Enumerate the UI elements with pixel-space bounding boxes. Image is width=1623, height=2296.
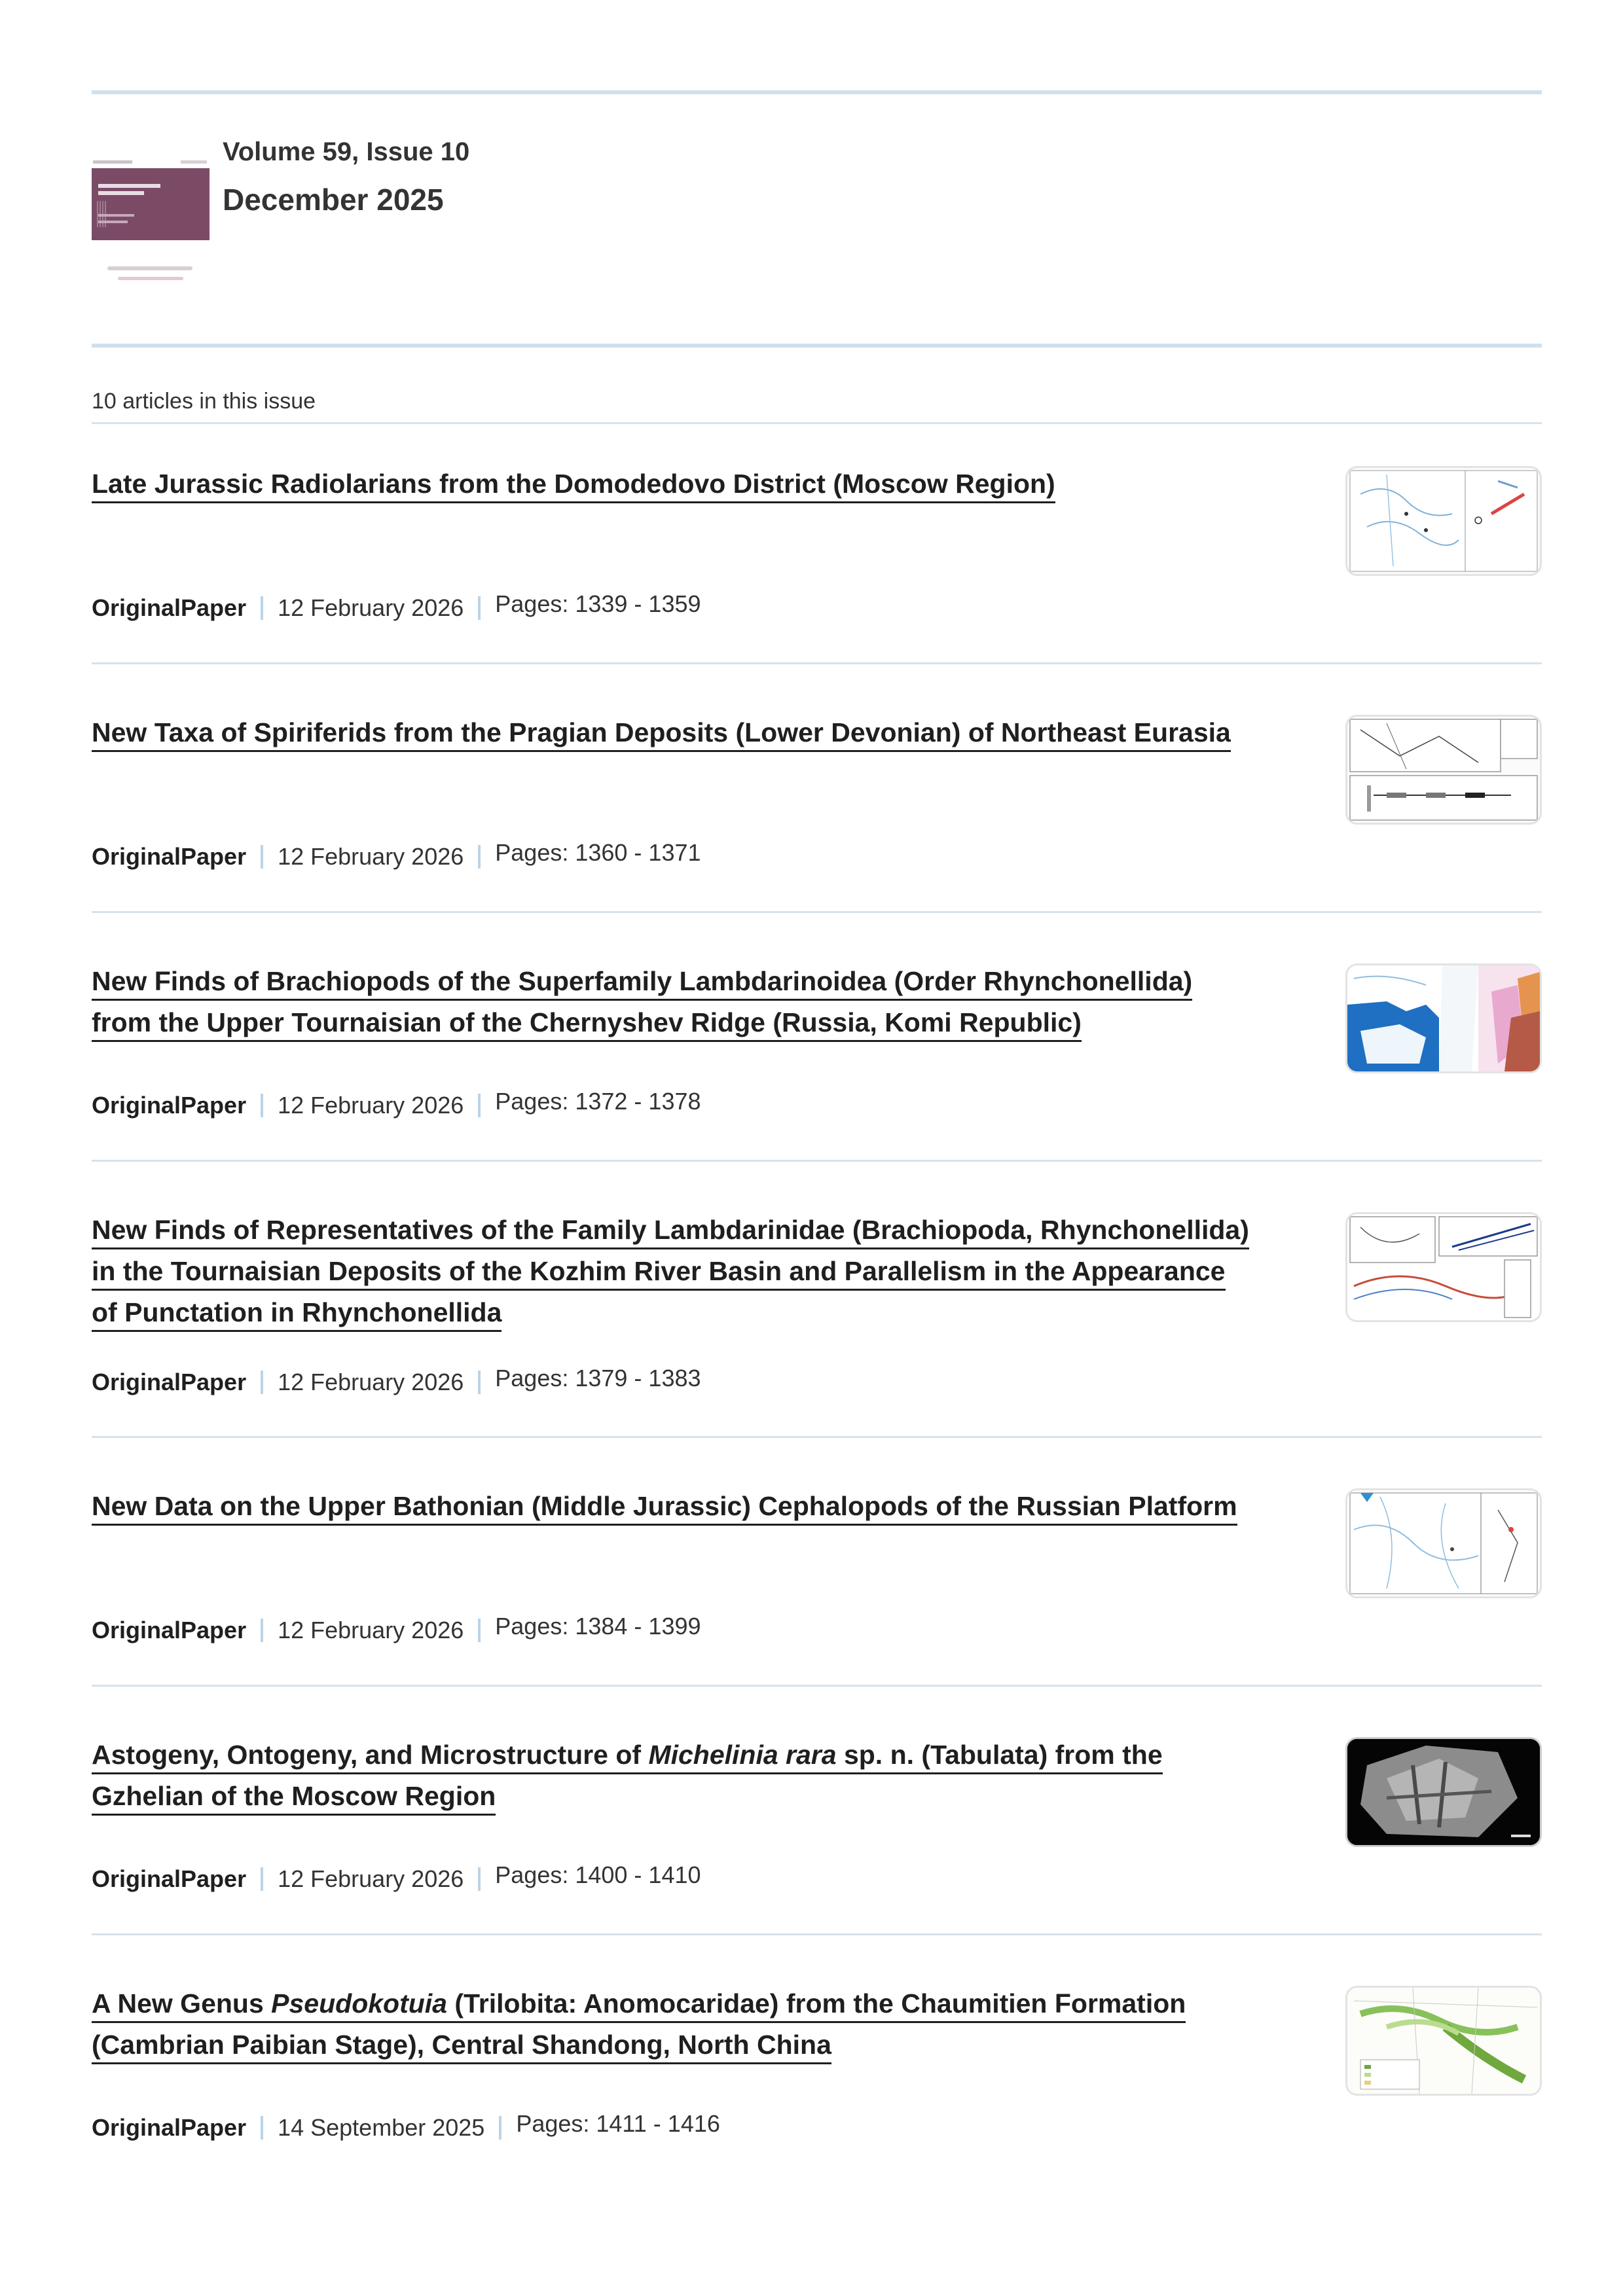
article-title-link[interactable] — [92, 712, 1296, 753]
meta-separator — [478, 596, 481, 620]
meta-separator — [261, 2116, 263, 2140]
article-title-line[interactable]: New Data on the Upper Bathonian (Middle Jurassic) Cephalopods of the Russian Platform — [92, 1491, 1237, 1526]
article-title-line[interactable]: Gzhelian of the Moscow Region — [92, 1781, 496, 1816]
meta-separator — [478, 1094, 481, 1117]
fossil-micrograph-thumbnail[interactable] — [1345, 1737, 1542, 1847]
map-thumbnail[interactable] — [1345, 715, 1542, 825]
article-meta — [92, 1088, 701, 1119]
meta-separator — [478, 845, 481, 869]
article-pages: Pages: 1372 - 1378 — [495, 1088, 701, 1115]
article-type: OriginalPaper — [92, 1092, 247, 1119]
header-divider — [92, 344, 1542, 348]
title-text: Astogeny, Ontogeny, and Microstructure of — [92, 1740, 649, 1770]
article-date: 12 February 2026 — [278, 1092, 464, 1119]
meta-separator — [261, 1619, 263, 1642]
taxon-name: Michelinia rara — [648, 1740, 837, 1770]
article-title-link[interactable] — [92, 463, 1296, 505]
map-thumbnail[interactable] — [1345, 1212, 1542, 1322]
article-title-link[interactable] — [92, 1210, 1296, 1333]
article-date: 12 February 2026 — [278, 843, 464, 870]
issue-date: December 2025 — [223, 183, 444, 217]
article-type: OriginalPaper — [92, 1617, 247, 1643]
article-meta — [92, 2110, 720, 2142]
article-title-link[interactable] — [92, 961, 1296, 1043]
geologic-map-thumbnail[interactable] — [1345, 963, 1542, 1073]
meta-separator — [261, 1867, 263, 1891]
article-title-link[interactable] — [92, 1486, 1296, 1527]
article-date: 12 February 2026 — [278, 594, 464, 621]
article-count: 10 articles in this issue — [92, 389, 316, 414]
article-title-link[interactable] — [92, 1734, 1296, 1817]
article-pages: Pages: 1411 - 1416 — [516, 2110, 720, 2137]
meta-separator — [261, 596, 263, 620]
article-divider — [92, 1685, 1542, 1687]
map-thumbnail[interactable] — [1345, 466, 1542, 576]
article-pages: Pages: 1360 - 1371 — [495, 839, 701, 866]
issue-volume: Volume 59, Issue 10 — [223, 137, 470, 166]
article-title-line[interactable]: New Taxa of Spiriferids from the Pragian Deposits (Lower Devonian) of Northeast Eurasia — [92, 717, 1231, 752]
article-title-line[interactable]: (Cambrian Paibian Stage), Central Shandong, North China — [92, 2030, 831, 2064]
title-text: sp. n. (Tabulata) from the — [836, 1740, 1163, 1770]
meta-separator — [478, 1867, 481, 1891]
article-meta — [92, 839, 701, 870]
article-pages: Pages: 1400 - 1410 — [495, 1861, 701, 1888]
top-divider — [92, 90, 1542, 94]
meta-separator — [478, 1619, 481, 1642]
article-meta — [92, 590, 701, 622]
list-top-divider — [92, 422, 1542, 424]
article-title-link[interactable] — [92, 1983, 1296, 2066]
article-title-line[interactable]: New Finds of Brachiopods of the Superfamily Lambdarinoidea (Order Rhynchonellida) — [92, 966, 1192, 1001]
article-date: 14 September 2025 — [278, 2114, 485, 2141]
article-type: OriginalPaper — [92, 2114, 247, 2141]
article-pages: Pages: 1384 - 1399 — [495, 1613, 701, 1640]
article-date: 12 February 2026 — [278, 1369, 464, 1395]
article-divider — [92, 911, 1542, 913]
meta-separator — [261, 1094, 263, 1117]
journal-cover-image[interactable] — [92, 160, 210, 291]
article-title-line[interactable]: of Punctation in Rhynchonellida — [92, 1297, 501, 1332]
article-pages: Pages: 1339 - 1359 — [495, 590, 701, 617]
article-divider — [92, 1436, 1542, 1438]
article-date: 12 February 2026 — [278, 1865, 464, 1892]
article-meta — [92, 1613, 701, 1644]
title-text: (Trilobita: Anomocaridae) from the Chaumitien Formation — [447, 1988, 1186, 2018]
article-title-line[interactable]: Late Jurassic Radiolarians from the Domodedovo District (Moscow Region) — [92, 469, 1055, 503]
article-divider — [92, 1160, 1542, 1162]
article-divider — [92, 1933, 1542, 1935]
meta-separator — [261, 845, 263, 869]
article-type: OriginalPaper — [92, 843, 247, 870]
article-type: OriginalPaper — [92, 1865, 247, 1892]
article-divider — [92, 662, 1542, 664]
map-thumbnail[interactable] — [1345, 1488, 1542, 1598]
taxon-name: Pseudokotuia — [271, 1988, 447, 2018]
article-type: OriginalPaper — [92, 594, 247, 621]
title-text: A New Genus — [92, 1988, 272, 2018]
article-title-line[interactable] — [92, 1988, 1186, 2023]
green-map-thumbnail[interactable] — [1345, 1986, 1542, 2096]
article-title-line[interactable]: New Finds of Representatives of the Family Lambdarinidae (Brachiopoda, Rhynchonellida) — [92, 1215, 1249, 1249]
article-title-line[interactable] — [92, 1740, 1163, 1774]
article-meta — [92, 1365, 701, 1396]
meta-separator — [478, 1371, 481, 1394]
article-type: OriginalPaper — [92, 1369, 247, 1395]
article-meta — [92, 1861, 701, 1893]
meta-separator — [499, 2116, 501, 2140]
article-date: 12 February 2026 — [278, 1617, 464, 1643]
meta-separator — [261, 1371, 263, 1394]
article-title-line[interactable]: in the Tournaisian Deposits of the Kozhim River Basin and Parallelism in the Appearance — [92, 1256, 1226, 1291]
article-pages: Pages: 1379 - 1383 — [495, 1365, 701, 1391]
article-title-line[interactable]: from the Upper Tournaisian of the Chernyshev Ridge (Russia, Komi Republic) — [92, 1007, 1082, 1042]
